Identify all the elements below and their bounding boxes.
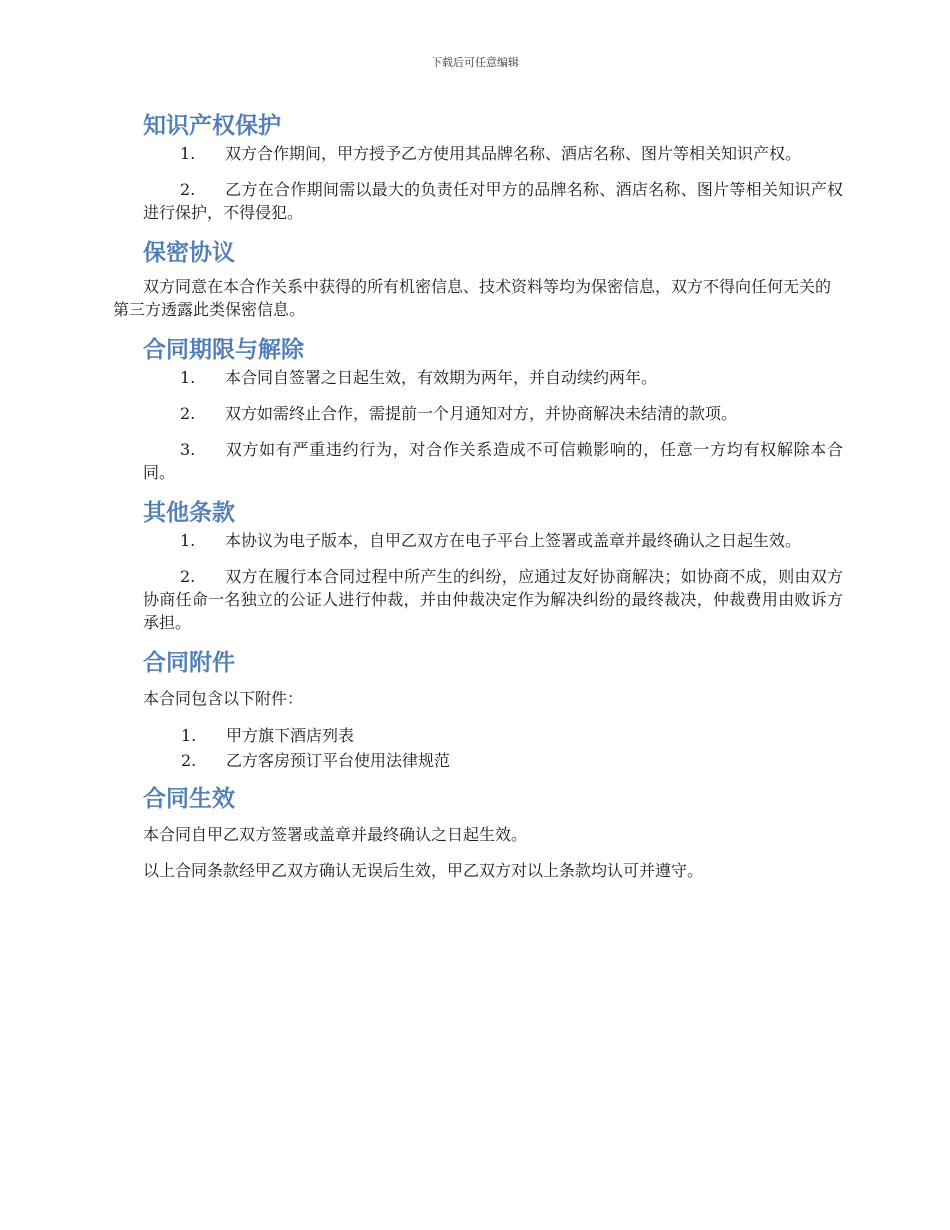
item-number: 2. (180, 567, 196, 586)
list-item (143, 748, 843, 773)
list-item (143, 529, 843, 552)
paragraph: 以上合同条款经甲乙双方确认无误后生效，甲乙双方对以上条款均认可并遵守。 (143, 861, 704, 880)
item-text: 乙方在合作期间需以最大的负责任对甲方的品牌名称、酒店名称、图片等相关知识产权进行保护，不得侵犯。 (143, 180, 843, 222)
attachment-list (143, 723, 843, 773)
paragraph: 本合同包含以下附件： (143, 689, 304, 708)
section-title-confidential: 保密协议 (143, 240, 235, 266)
item-text: 甲方旗下酒店列表 (226, 726, 355, 745)
item-number: 1. (181, 726, 197, 745)
list-item (143, 438, 843, 484)
paragraph (113, 275, 843, 321)
section-title-attachments: 合同附件 (143, 650, 235, 676)
section-title-effective: 合同生效 (143, 786, 235, 812)
document-body (113, 110, 843, 895)
list-item (143, 723, 843, 748)
item-number: 1. (180, 144, 196, 163)
item-number: 1. (180, 368, 196, 387)
item-number: 3. (180, 440, 196, 459)
section-title-ip: 知识产权保护 (143, 113, 281, 139)
list-item (143, 565, 843, 634)
item-text: 双方在履行本合同过程中所产生的纠纷，应通过友好协商解决；如协商不成，则由双方协商任命一名独立的公证人进行仲裁，并由仲裁决定作为解决纠纷的最终裁决，仲裁费用由败诉方承担。 (143, 567, 843, 632)
section-title-term: 合同期限与解除 (143, 337, 304, 363)
list-item (143, 142, 843, 165)
list-item (143, 402, 843, 425)
list-item (143, 366, 843, 389)
list-item (143, 178, 843, 224)
item-text: 本协议为电子版本，自甲乙双方在电子平台上签署或盖章并最终确认之日起生效。 (225, 531, 802, 550)
item-text: 双方如需终止合作，需提前一个月通知对方，并协商解决未结清的款项。 (225, 404, 738, 423)
item-number: 2. (180, 404, 196, 423)
item-text: 乙方客房预订平台使用法律规范 (226, 751, 451, 770)
item-text: 本合同自签署之日起生效，有效期为两年，并自动续约两年。 (225, 368, 658, 387)
paragraph: 本合同自甲乙双方签署或盖章并最终确认之日起生效。 (143, 825, 528, 844)
item-number: 2. (180, 180, 196, 199)
item-number: 2. (181, 751, 197, 770)
paragraph-text: 双方同意在本合作关系中获得的所有机密信息、技术资料等均为保密信息，双方不得向任何无关的第三方透露此类保密信息。 (113, 277, 832, 319)
page-header: 下载后可任意编辑 (431, 56, 519, 69)
section-title-other: 其他条款 (143, 500, 235, 526)
item-text: 双方如有严重违约行为，对合作关系造成不可信赖影响的，任意一方均有权解除本合同。 (143, 440, 843, 482)
item-number: 1. (180, 531, 196, 550)
item-text: 双方合作期间，甲方授予乙方使用其品牌名称、酒店名称、图片等相关知识产权。 (225, 144, 802, 163)
